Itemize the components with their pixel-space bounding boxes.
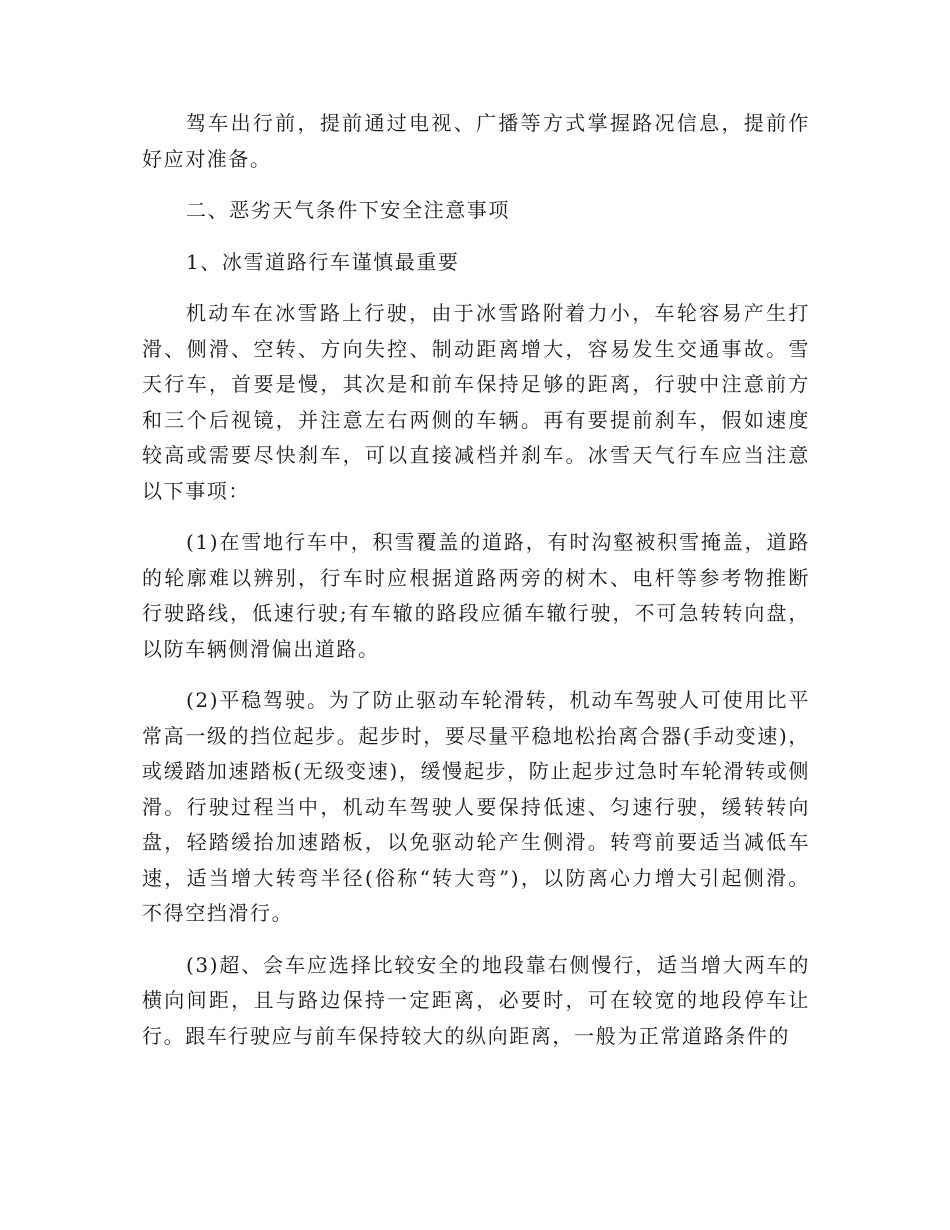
paragraph-gap [142, 667, 810, 683]
paragraph-item-2: (2)平稳驾驶。为了防止驱动车轮滑转，机动车驾驶人可使用比平常高一级的挡位起步。起步时，要尽量平稳地松抬离合器(手动变速)，或缓踏加速踏板(无级变速)，缓慢起步，防止起步过急时车轮滑转或侧滑。行驶过程当中，机动车驾驶人要保持低速、匀速行驶，缓转转向盘，轻踏缓抬加速踏板，以免驱动轮产生侧滑。转弯前要适当减低车速，适当增大转弯半径(俗称“转大弯”)，以防离心力增大引起侧滑。不得空挡滑行。 [142, 688, 810, 925]
sub-heading: 1、冰雪道路行车谨慎最重要 [186, 249, 460, 274]
paragraph-gap [142, 932, 810, 948]
section-heading: 二、恶劣天气条件下安全注意事项 [186, 198, 510, 222]
paragraph-item-1: (1)在雪地行车中，积雪覆盖的道路，有时沟壑被积雪掩盖，道路的轮廓难以辨别，行车时应根据道路两旁的树木、电杆等参考物推断行驶路线，低速行驶;有车辙的路段应循车辙行驶，不可急转转向盘，以防车辆侧滑偏出道路。 [142, 530, 810, 661]
paragraph-gap [142, 177, 810, 193]
paragraph-gap [142, 280, 810, 296]
paragraph-gap [142, 509, 810, 525]
document-body [142, 106, 810, 1054]
paragraph-preparation: 驾车出行前，提前通过电视、广播等方式掌握路况信息，提前作好应对准备。 [142, 111, 810, 171]
paragraph-gap [142, 229, 810, 245]
paragraph-icy-roads: 机动车在冰雪路上行驶，由于冰雪路附着力小，车轮容易产生打滑、侧滑、空转、方向失控、制动距离增大，容易发生交通事故。雪天行车，首要是慢，其次是和前车保持足够的距离，行驶中注意前方和三个后视镜，并注意左右两侧的车辆。再有要提前刹车，假如速度较高或需要尽快刹车，可以直接减档并刹车。冰雪天气行车应当注意以下事项： [142, 301, 810, 503]
paragraph-item-3: (3)超、会车应选择比较安全的地段靠右侧慢行，适当增大两车的横向间距，且与路边保持一定距离，必要时，可在较宽的地段停车让行。跟车行驶应与前车保持较大的纵向距离，一般为正常道路条件的 [142, 952, 810, 1048]
